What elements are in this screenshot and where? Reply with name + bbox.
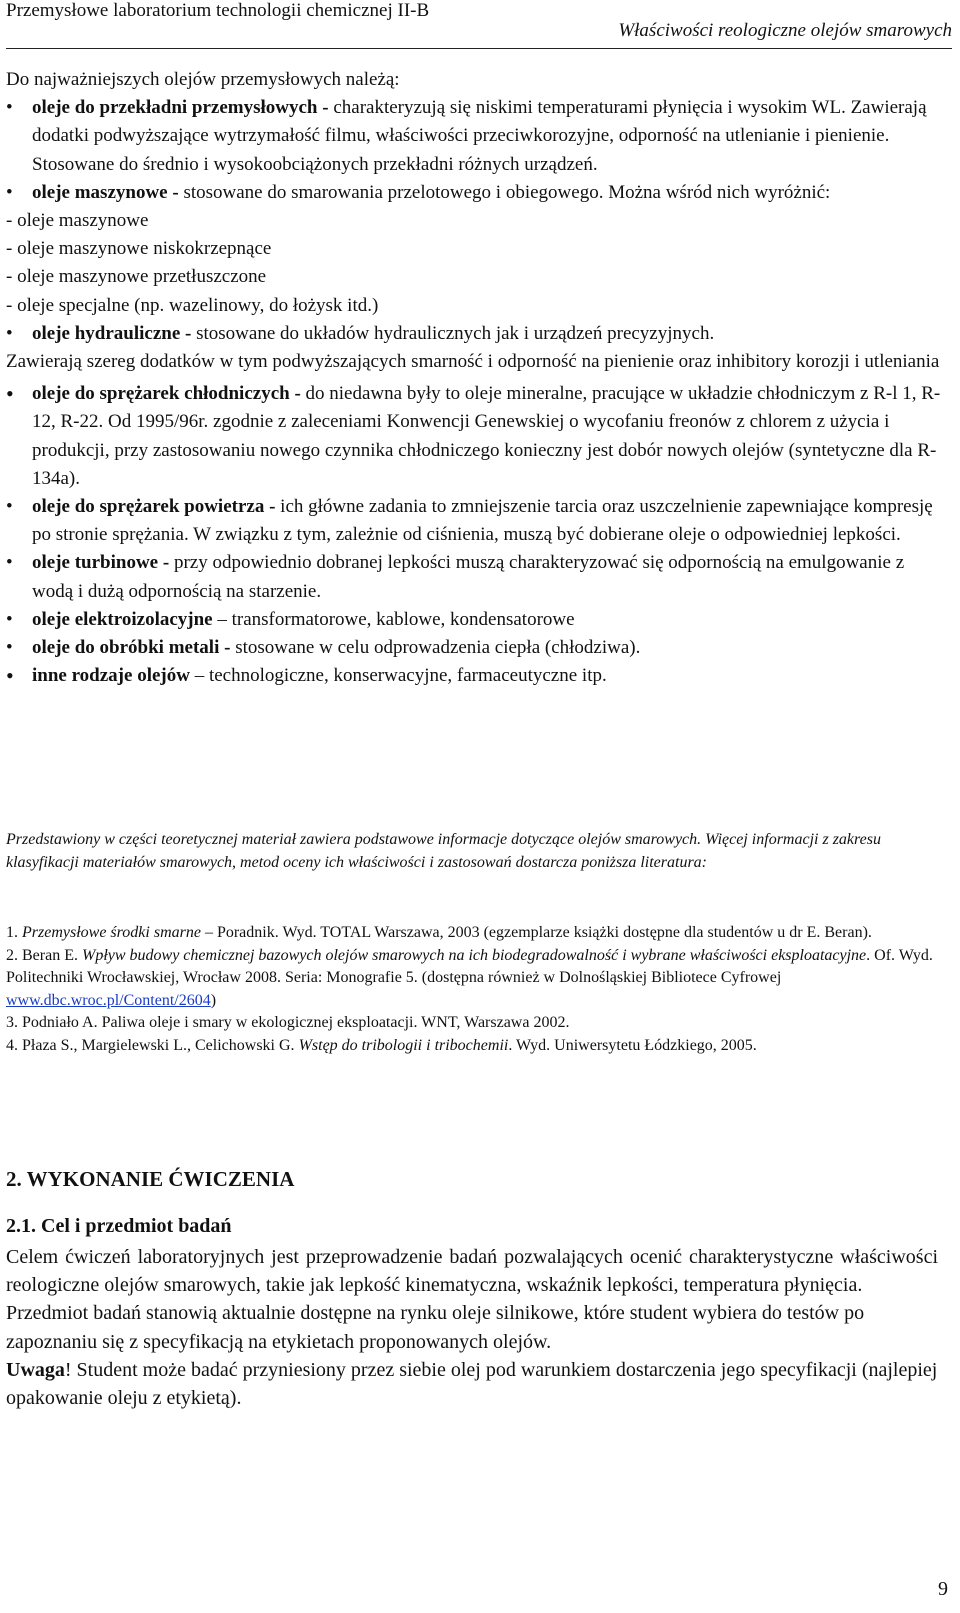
sub-list-item: - oleje maszynowe niskokrzepnące <box>6 238 272 260</box>
paragraph: Uwaga! Student może badać przyniesiony przez siebie olej pod warunkiem dostarczenia jego specyfikacji (najlepiej opakowanie oleju z etykietą). <box>6 1358 938 1410</box>
oils-section <box>6 66 946 690</box>
bullet-icon: • <box>6 381 14 407</box>
reference-item: 3. Podniało A. Paliwa oleje i smary w ekologicznej eksploatacji. WNT, Warszawa 2002. <box>6 1014 570 1032</box>
literature-intro: Przedstawiony w części teoretycznej materiał zawiera podstawowe informacje dotyczące olejów smarowych. Więcej informacji z zakresu klasyfikacji materiałów smarowych, metod oceny ich właściwości i zastosowań dostarcza poniższa literatura: <box>6 831 881 871</box>
subsection-heading: 2.1. Cel i przedmiot badań <box>6 1215 232 1237</box>
list-item: • oleje elektroizolacyjne – transformatorowe, kablowe, kondensatorowe <box>6 606 946 634</box>
paragraph: Celem ćwiczeń laboratoryjnych jest przeprowadzenie badań pozwalających ocenić charakterystyczne właściwości reologiczne olejów smarowych, takie jak lepkość kinematyczna, wskaźnik lepkości, temperatura płynięcia. <box>6 1246 938 1297</box>
references-list <box>6 922 946 1058</box>
section-heading: 2. WYKONANIE ĆWICZENIA <box>6 1167 295 1191</box>
bullet-icon: • <box>6 637 13 659</box>
list-item-continuation: Zawierają szereg dodatków w tym podwyższających smarność i odporność na pienienie oraz inhibitory korozji i utleniania <box>6 351 940 373</box>
page-number: 9 <box>938 1578 948 1600</box>
page-header <box>6 0 952 49</box>
list-item: • oleje turbinowe - przy odpowiednio dobranej lepkości muszą charakteryzować się odpornością na emulgowanie z wodą i dużą odpornością na starzenie. <box>6 549 946 605</box>
reference-item: 4. Płaza S., Margielewski L., Celichowski G. Wstęp do tribologii i tribochemii. Wyd. Uniwersytetu Łódzkiego, 2005. <box>6 1036 757 1054</box>
bullet-icon: • <box>6 181 13 203</box>
bullet-icon: • <box>6 663 14 689</box>
paragraph: Przedmiot badań stanowią aktualnie dostępne na rynku oleje silnikowe, które student wybiera do testów po zapoznaniu się z specyfikacją na etykietach proponowanych olejów. <box>6 1302 865 1353</box>
list-item: • oleje do przekładni przemysłowych - charakteryzują się niskimi temperaturami płynięcia i wysokim WL. Zawierają dodatki podwyższające wytrzymałość filmu, właściwości przeciwkorozyjne, odporność na utlenianie i pienienie. Stosowane do średnio i wysokoobciążonych przekładni różnych urządzeń. <box>6 94 946 179</box>
bullet-icon: • <box>6 322 13 344</box>
sub-list-item: - oleje maszynowe przetłuszczone <box>6 266 267 288</box>
list-item: • oleje do sprężarek chłodniczych - do niedawna były to oleje mineralne, pracujące w układzie chłodniczym z R-l 1, R-12, R-22. Od 1995/96r. zgodnie z zaleceniami Konwencji Genewskiej o wycofaniu freonów z chlorem z użycia i produkcji, przy zastosowaniu nowego czynnika chłodniczego konieczny jest dobór nowych olejów (syntetyczne dla R-134a). <box>6 381 941 489</box>
sub-list-item: - oleje specjalne (np. wazelinowy, do łożysk itd.) <box>6 294 379 316</box>
header-course-title: Przemysłowe laboratorium technologii chemicznej II-B <box>6 0 430 21</box>
list-item: • oleje do sprężarek powietrza - ich główne zadania to zmniejszenie tarcia oraz uszczelnienie zapewniające kompresję po stronie sprężania. W związku z tym, zależnie od ciśnienia, muszą być dobierane oleje o odpowiedniej lepkości. <box>6 493 946 549</box>
note-label: Uwaga <box>6 1358 65 1381</box>
bullet-icon: • <box>6 496 13 518</box>
list-item: • oleje maszynowe - stosowane do smarowania przelotowego i obiegowego. Można wśród nich wyróżnić: <box>6 179 946 207</box>
sub-list-item: - oleje maszynowe <box>6 210 149 232</box>
oils-intro: Do najważniejszych olejów przemysłowych należą: <box>6 69 400 90</box>
list-item: • inne rodzaje olejów – technologiczne, konserwacyjne, farmaceutyczne itp. <box>6 663 607 689</box>
header-topic-title: Właściwości reologiczne olejów smarowych <box>618 20 952 41</box>
reference-item: 1. Przemysłowe środki smarne – Poradnik. Wyd. TOTAL Warszawa, 2003 (egzemplarze książki dostępne dla studentów u dr E. Beran). <box>6 924 872 941</box>
bullet-icon: • <box>6 552 13 574</box>
reference-item: 2. Beran E. Wpływ budowy chemicznej bazowych olejów smarowych na ich biodegradowalność i wybrane właściwości eksploatacyjne. Of. Wyd. Politechniki Wrocławskiej, Wrocław 2008. Seria: Monografie 5. (dostępna również w Dolnośląskiej Bibliotece Cyfrowej www.dbc.wroc.pl/Content/2604) <box>6 946 933 1009</box>
dbc-link[interactable]: www.dbc.wroc.pl/Content/2604 <box>6 991 211 1009</box>
bullet-icon: • <box>6 608 13 630</box>
bullet-icon: • <box>6 97 13 119</box>
section-body <box>6 1243 938 1412</box>
list-item: • oleje hydrauliczne - stosowane do układów hydraulicznych jak i urządzeń precyzyjnych. <box>6 320 946 348</box>
list-item: • oleje do obróbki metali - stosowane w celu odprowadzenia ciepła (chłodziwa). <box>6 634 946 662</box>
